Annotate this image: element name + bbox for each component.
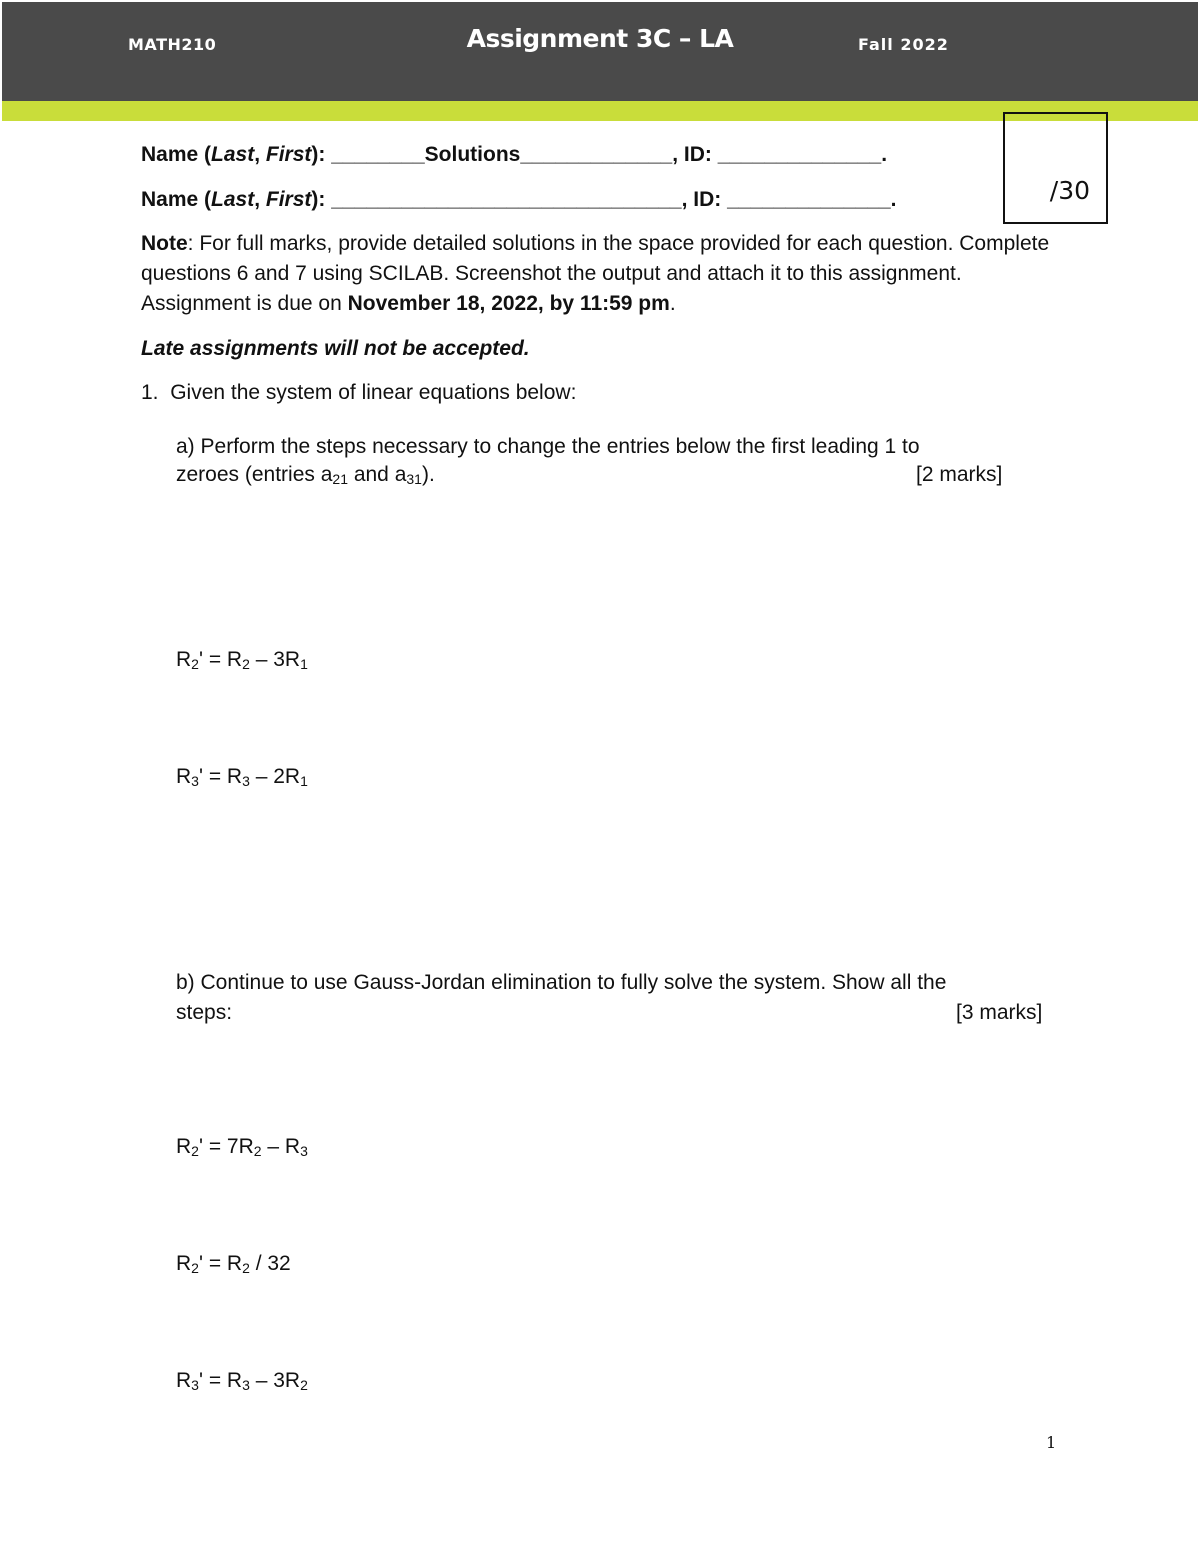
term-label: Fall 2022 — [858, 35, 949, 54]
id-blank: ______________. — [717, 143, 888, 166]
equation-row-op: $R_2' = R_2 - 3R_1$ — [176, 648, 308, 672]
page-title: Assignment 3C – LA — [466, 24, 734, 53]
equation-row-op: $R_3' = R_3 - 2R_1$ — [176, 765, 308, 789]
score-box — [1003, 112, 1108, 224]
header-banner — [2, 2, 1198, 101]
part-a-line-1: a) Perform the steps necessary to change the entries below the first leading 1 to — [176, 435, 920, 458]
question-number: 1. — [141, 381, 159, 404]
question-1 — [141, 378, 576, 408]
note-paragraph: Note: For full marks, provide detailed solutions in the space provided for each question. Complete questions 6 and 7 using SCILAB. Screenshot the output and attach it to this assignment. Assignment is due on November 18, 2022, by 11:59 pm. — [141, 232, 1050, 315]
equation-row-op: $R_3' = R_3 - 3R_2$ — [176, 1369, 308, 1393]
due-date: November 18, 2022, by 11:59 pm — [347, 292, 670, 315]
part-a-line-2: zeroes (entries $a_{21}$ and $a_{31}$). — [176, 463, 435, 487]
name-answer: Solutions — [424, 143, 521, 166]
name-line-1: Name (Last, First): ________Solutions_____________, ID: ______________. — [141, 143, 888, 166]
part-b-line-2: steps: — [176, 1001, 233, 1024]
page-number: 1 — [1046, 1433, 1057, 1452]
part-b-line-1: b) Continue to use Gauss-Jordan elimination to fully solve the system. Show all the — [176, 971, 947, 994]
name-blank: ______________________________ — [331, 188, 682, 211]
part-b-marks: [3 marks] — [956, 1001, 1043, 1024]
question-text: Given the system of linear equations below: — [170, 381, 577, 404]
part-a-marks: [2 marks] — [916, 463, 1003, 486]
name-line-2: Name (Last, First): ______________________________, ID: ______________. — [141, 188, 897, 211]
score-total: /30 — [1049, 176, 1090, 205]
id-blank: ______________. — [727, 188, 897, 211]
equation-row-op: $R_2' = 7R_2 - R_3$ — [176, 1135, 308, 1159]
name-blank: ________ — [331, 143, 425, 166]
equation-row-op: $R_2' = R_2 / 32$ — [176, 1252, 291, 1276]
course-code: MATH210 — [128, 35, 217, 54]
late-policy: Late assignments will not be accepted. — [141, 337, 530, 360]
